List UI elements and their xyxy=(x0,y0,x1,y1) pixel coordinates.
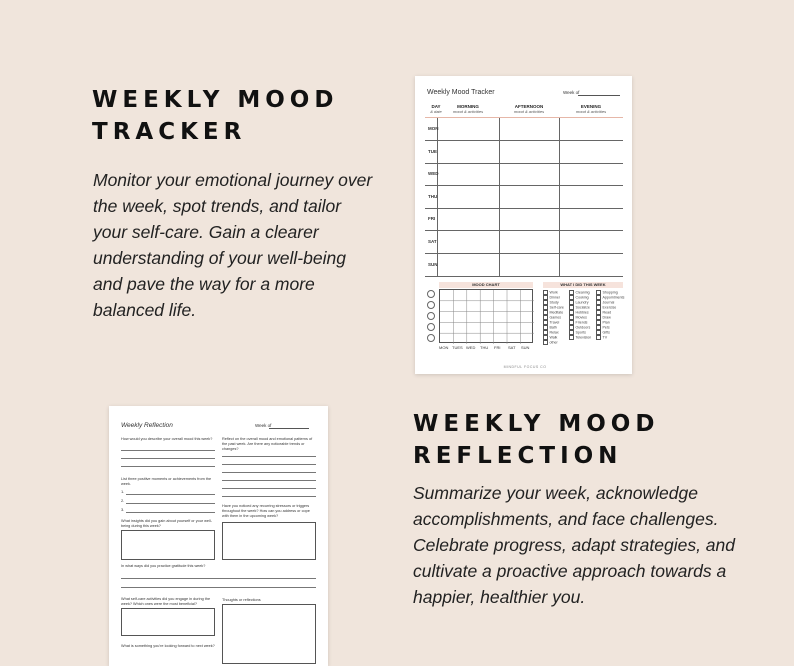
tracker-desc-line: balanced life. xyxy=(93,300,197,320)
write-line xyxy=(121,578,316,579)
brand-footer: MINDFUL FOCUS CO xyxy=(503,365,547,369)
question-overall-mood: How would you describe your overall mood this week? xyxy=(121,437,213,441)
day-row-label: SUN xyxy=(428,262,438,267)
tracker-desc-line: Monitor your emotional journey over xyxy=(93,170,373,190)
tracker-desc-line: understanding of your well-being xyxy=(93,248,346,268)
tracker-week-line xyxy=(578,95,620,96)
col-day-label: DAY xyxy=(431,104,441,109)
day-row-label: WED xyxy=(428,171,439,176)
reflection-desc-line: happier, healthier you. xyxy=(413,587,586,607)
chart-day-label: TUES xyxy=(452,345,463,350)
list-number: 2. xyxy=(121,498,125,503)
chart-day-label: FRI xyxy=(494,345,501,350)
tracker-week-label: Week of xyxy=(563,90,580,95)
write-line xyxy=(222,480,316,481)
tracker-heading-line1: WEEKLY MOOD xyxy=(92,87,339,113)
write-line xyxy=(222,496,316,497)
what-i-did-header: WHAT I DID THIS WEEK xyxy=(543,282,623,288)
chart-day-label: MON xyxy=(439,345,449,350)
day-row-label: SAT xyxy=(428,239,437,244)
day-row-label: THU xyxy=(428,194,438,199)
grid-line xyxy=(425,163,623,164)
activity-checkbox-item: Exercise xyxy=(596,305,616,310)
activity-checkbox-item: Relax xyxy=(543,330,559,335)
write-line xyxy=(121,458,215,459)
activity-checkbox-item: TV xyxy=(596,335,607,340)
activity-checkbox-item: Dinner xyxy=(543,295,560,300)
activity-checkbox-item: Games xyxy=(543,315,561,320)
reflection-description xyxy=(413,480,735,610)
mood-tracker-sheet xyxy=(415,76,632,374)
activity-checkbox-item: Travel xyxy=(543,320,559,325)
activity-checkbox-item: Hobbies xyxy=(569,310,589,315)
grid-line xyxy=(425,140,623,141)
activity-checkbox-item: Television xyxy=(569,335,591,340)
col-morning-label: MORNING xyxy=(457,104,479,109)
tracker-desc-line: the week, spot trends, and tailor xyxy=(93,196,342,216)
chart-day-label: THU xyxy=(480,345,489,350)
chart-day-label: WED xyxy=(466,345,476,350)
activity-checkbox-item: Bath xyxy=(543,325,557,330)
col-evening-header xyxy=(559,104,623,118)
question-positive-moments: List three positive moments or achievements from the week. xyxy=(121,477,212,486)
reflection-heading-line1: WEEKLY MOOD xyxy=(413,411,660,437)
activity-checkbox-item: Gifts xyxy=(596,330,610,335)
answer-box xyxy=(121,530,215,560)
reflection-sheet-title: Weekly Reflection xyxy=(121,422,173,429)
write-line xyxy=(222,472,316,473)
grid-line xyxy=(425,185,623,186)
col-morning-sub: mood & activities xyxy=(452,109,484,114)
thoughts-label: Thoughts or reflections xyxy=(222,598,261,602)
col-day-sub: & date xyxy=(430,109,442,114)
write-line xyxy=(121,450,215,451)
col-afternoon-label: AFTERNOON xyxy=(514,104,544,109)
mood-chart-grid xyxy=(439,289,533,343)
activity-checkbox-item: Plan xyxy=(596,320,610,325)
grid-line xyxy=(425,276,623,277)
list-number: 3. xyxy=(121,507,125,512)
tracker-desc-line: your self-care. Gain a clearer xyxy=(93,222,319,242)
activity-checkbox-item: Self-care xyxy=(543,305,564,310)
activity-checkbox-item: Cleaning xyxy=(569,290,590,295)
activity-checkbox-item: Cooking xyxy=(569,295,589,300)
activity-checkbox-item: Pets xyxy=(596,325,610,330)
day-row-label: FRI xyxy=(428,216,436,221)
tracker-description xyxy=(93,167,372,323)
activity-checkbox-item: Meditate xyxy=(543,310,563,315)
write-line xyxy=(126,503,215,504)
activity-checkbox-item: Draw xyxy=(596,315,611,320)
activity-checkbox-item: Appointments xyxy=(596,295,624,300)
reflection-week-label: Week of xyxy=(255,423,272,428)
answer-box xyxy=(222,604,316,664)
question-insights: What insights did you gain about yourself or your well-being during this week? xyxy=(121,519,212,528)
tracker-sheet-title: Weekly Mood Tracker xyxy=(427,89,495,96)
activity-other: other xyxy=(543,340,558,345)
col-afternoon-sub: mood & activities xyxy=(513,109,545,114)
question-looking-forward: What is something you're looking forward to next week? xyxy=(121,644,215,648)
activity-checkbox-item: Work xyxy=(543,290,558,295)
activity-checkbox-item: Friends xyxy=(569,320,587,325)
activity-checkbox-item: Laundry xyxy=(569,300,589,305)
grid-line xyxy=(425,208,623,209)
col-morning-header xyxy=(437,104,499,118)
answer-box xyxy=(121,608,215,636)
mood-chart-header: MOOD CHART xyxy=(439,282,533,288)
reflection-desc-line: Celebrate progress, adapt strategies, and xyxy=(413,535,735,555)
write-line xyxy=(222,456,316,457)
tracker-heading xyxy=(92,84,338,148)
reflection-heading-line2: REFLECTION xyxy=(413,443,623,469)
col-evening-sub: mood & activities xyxy=(575,109,607,114)
question-stressors: Have you noticed any recurring stressors or triggers throughout the week? How can you address or cope with them in the upcoming week? xyxy=(222,504,310,518)
day-row-label: TUE xyxy=(428,149,437,154)
write-line xyxy=(126,494,215,495)
activity-checkbox-item: Walk xyxy=(543,335,557,340)
question-emotional-patterns: Reflect on the overall mood and emotional patterns of the past week. Are there any noticeable trends or changes? xyxy=(222,437,313,451)
activity-checkbox-item: Socialize xyxy=(569,305,590,310)
grid-line xyxy=(425,230,623,231)
write-line xyxy=(222,488,316,489)
mood-chart-gridlines xyxy=(440,290,534,344)
activity-checkbox-item: Movies xyxy=(569,315,587,320)
col-evening-label: EVENING xyxy=(580,104,602,109)
mood-face-icon xyxy=(427,323,435,331)
col-afternoon-header xyxy=(499,104,559,118)
write-line xyxy=(222,464,316,465)
grid-line xyxy=(425,253,623,254)
activity-checkbox-item: Journal xyxy=(596,300,614,305)
question-gratitude: In what ways did you practice gratitude this week? xyxy=(121,564,206,568)
mood-face-icon xyxy=(427,334,435,342)
answer-box xyxy=(222,522,316,560)
day-row-label: MON xyxy=(428,126,439,131)
chart-day-label: SUN xyxy=(521,345,530,350)
activity-checkbox-item: Outdoors xyxy=(569,325,590,330)
weekly-reflection-sheet xyxy=(109,406,328,666)
write-line xyxy=(126,512,215,513)
write-line xyxy=(121,587,316,588)
reflection-week-line xyxy=(269,428,309,429)
mood-face-icon xyxy=(427,290,435,298)
list-number: 1. xyxy=(121,489,125,494)
reflection-heading xyxy=(413,408,659,472)
chart-day-label: SAT xyxy=(508,345,516,350)
tracker-heading-line2: TRACKER xyxy=(92,119,247,145)
mood-face-icon xyxy=(427,312,435,320)
write-line xyxy=(121,466,215,467)
activity-checkbox-item: Study xyxy=(543,300,559,305)
mood-face-icon xyxy=(427,301,435,309)
activity-checkbox-item: Shopping xyxy=(596,290,618,295)
activity-checkbox-item: Read xyxy=(596,310,611,315)
reflection-desc-line: accomplishments, and face challenges. xyxy=(413,509,719,529)
tracker-desc-line: and pave the way for a more xyxy=(93,274,315,294)
reflection-desc-line: Summarize your week, acknowledge xyxy=(413,483,698,503)
reflection-desc-line: cultivate a proactive approach towards a xyxy=(413,561,727,581)
question-self-care: What self-care activities did you engage in during the week? Which ones were the most beneficial? xyxy=(121,597,211,606)
activity-checkbox-item: Sports xyxy=(569,330,586,335)
